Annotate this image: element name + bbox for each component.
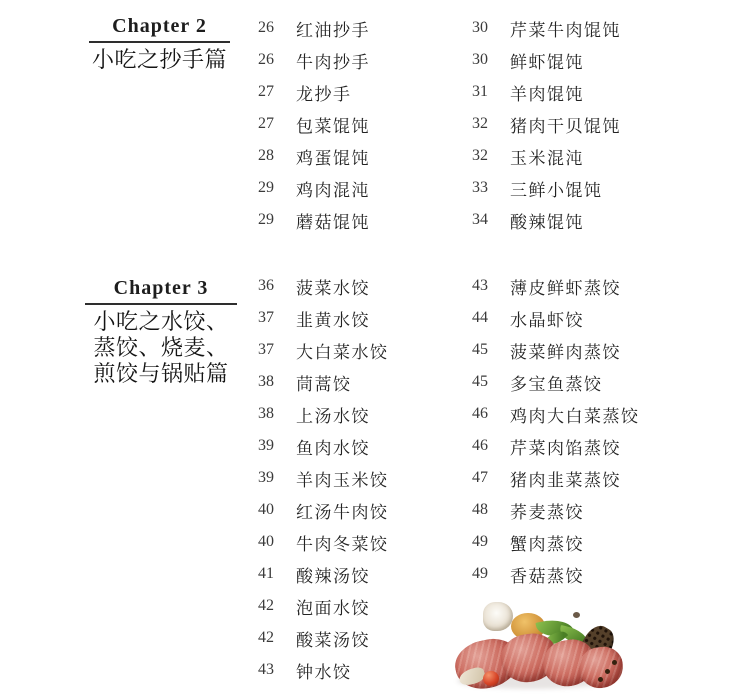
dish-title: 韭黄水饺 (296, 310, 370, 330)
toc-entry (258, 140, 370, 172)
page-number: 43 (472, 277, 488, 294)
page-number: 31 (472, 83, 488, 100)
peppercorn (573, 612, 580, 618)
toc-entry (258, 108, 370, 140)
page-number: 49 (472, 565, 488, 582)
page-number: 32 (472, 115, 488, 132)
page-number: 46 (472, 437, 488, 454)
page-number: 34 (472, 211, 488, 228)
dish-title: 玉米混沌 (510, 148, 584, 168)
dish-title: 羊肉馄饨 (510, 84, 584, 104)
toc-entry (472, 140, 621, 172)
toc-entry (472, 302, 640, 334)
chapter-2-label: Chapter 2 (112, 15, 207, 37)
dish-title: 红汤牛肉饺 (296, 502, 389, 522)
page-number: 38 (258, 405, 274, 422)
page-number: 37 (258, 341, 274, 358)
page-number: 29 (258, 179, 274, 196)
toc-entry (258, 526, 389, 558)
dish-title: 薄皮鲜虾蒸饺 (510, 278, 621, 298)
toc-entry (258, 654, 389, 686)
page-number: 47 (472, 469, 488, 486)
chapter-2-column-1 (258, 12, 370, 236)
toc-entry (258, 76, 370, 108)
dish-title: 茼蒿饺 (296, 374, 352, 394)
toc-entry (472, 334, 640, 366)
dish-title: 三鲜小馄饨 (510, 180, 603, 200)
dish-title: 酸辣馄饨 (510, 212, 584, 232)
page-number: 33 (472, 179, 488, 196)
dish-title: 包菜馄饨 (296, 116, 370, 136)
toc-entry (258, 430, 389, 462)
chapter-3-heading (85, 276, 237, 387)
toc-entry (258, 172, 370, 204)
toc-entry (258, 366, 389, 398)
page-number: 49 (472, 533, 488, 550)
dish-title: 龙抄手 (296, 84, 352, 104)
cherry-tomato (483, 671, 499, 686)
page-number: 27 (258, 83, 274, 100)
toc-entry (258, 204, 370, 236)
toc-entry (258, 462, 389, 494)
toc-entry (472, 558, 640, 590)
toc-entry (472, 172, 621, 204)
toc-entry (472, 76, 621, 108)
page-number: 26 (258, 51, 274, 68)
garlic-bulb (483, 602, 513, 631)
page-number: 30 (472, 51, 488, 68)
chapter-2-column-2 (472, 12, 621, 236)
page-number: 37 (258, 309, 274, 326)
toc-entry (472, 108, 621, 140)
peppercorn (605, 669, 610, 674)
dish-title: 鸡肉大白菜蒸饺 (510, 406, 640, 426)
dish-title: 蘑菇馄饨 (296, 212, 370, 232)
dish-title: 香菇蒸饺 (510, 566, 584, 586)
page-number: 42 (258, 597, 274, 614)
chapter-3-title (85, 309, 237, 387)
toc-entry (472, 494, 640, 526)
page-number: 48 (472, 501, 488, 518)
dish-title: 多宝鱼蒸饺 (510, 374, 603, 394)
page-number: 41 (258, 565, 274, 582)
dish-title: 牛肉抄手 (296, 52, 370, 72)
page-number: 27 (258, 115, 274, 132)
dish-title: 芹菜肉馅蒸饺 (510, 438, 621, 458)
page-number: 40 (258, 501, 274, 518)
page-number: 26 (258, 19, 274, 36)
dish-title: 酸辣汤饺 (296, 566, 370, 586)
page-number: 29 (258, 211, 274, 228)
peppercorn (598, 677, 603, 682)
dish-title: 红油抄手 (296, 20, 370, 40)
toc-entry (472, 204, 621, 236)
dish-title: 大白菜水饺 (296, 342, 389, 362)
page-number: 46 (472, 405, 488, 422)
toc-entry (472, 462, 640, 494)
dish-title: 上汤水饺 (296, 406, 370, 426)
page-number: 39 (258, 437, 274, 454)
dish-title: 蟹肉蒸饺 (510, 534, 584, 554)
dish-title: 芹菜牛肉馄饨 (510, 20, 621, 40)
dish-title: 钟水饺 (296, 662, 352, 682)
chapter-3-column-2 (472, 270, 640, 590)
chapter-2-heading (89, 14, 230, 73)
chapter-title-line: 小吃之抄手篇 (91, 47, 227, 72)
toc-entry (258, 590, 389, 622)
dish-title: 羊肉玉米饺 (296, 470, 389, 490)
toc-entry (258, 494, 389, 526)
dish-title: 鸡蛋馄饨 (296, 148, 370, 168)
dish-title: 鱼肉水饺 (296, 438, 370, 458)
chapter-title-line: 蒸饺、烧麦、 (93, 335, 229, 360)
toc-entry (258, 12, 370, 44)
toc-entry (258, 270, 389, 302)
dish-title: 鸡肉混沌 (296, 180, 370, 200)
page-number: 45 (472, 341, 488, 358)
dish-title: 水晶虾饺 (510, 310, 584, 330)
peppercorn (612, 660, 617, 665)
toc-entry (258, 622, 389, 654)
dish-title: 猪肉干贝馄饨 (510, 116, 621, 136)
page-number: 40 (258, 533, 274, 550)
toc-entry (258, 398, 389, 430)
toc-entry (472, 366, 640, 398)
chapter-title-line: 煎饺与锅贴篇 (93, 361, 229, 386)
page-number: 32 (472, 147, 488, 164)
dish-title: 泡面水饺 (296, 598, 370, 618)
chapter-3-rule (85, 303, 237, 305)
chapter-2-title (89, 47, 230, 73)
page-number: 45 (472, 373, 488, 390)
chapter-title-line: 小吃之水饺、 (93, 309, 229, 334)
page-number: 38 (258, 373, 274, 390)
page-number: 44 (472, 309, 488, 326)
toc-entry (258, 44, 370, 76)
page-number: 30 (472, 19, 488, 36)
dish-title: 菠菜鲜肉蒸饺 (510, 342, 621, 362)
beef-photo (455, 597, 627, 691)
dish-title: 鲜虾馄饨 (510, 52, 584, 72)
toc-entry (472, 12, 621, 44)
dish-title: 荞麦蒸饺 (510, 502, 584, 522)
page-number: 28 (258, 147, 274, 164)
page-number: 39 (258, 469, 274, 486)
page-number: 36 (258, 277, 274, 294)
chapter-3-column-1 (258, 270, 389, 686)
dish-title: 菠菜水饺 (296, 278, 370, 298)
dish-title: 牛肉冬菜饺 (296, 534, 389, 554)
dish-title: 酸菜汤饺 (296, 630, 370, 650)
toc-entry (472, 398, 640, 430)
toc-entry (472, 526, 640, 558)
toc-entry (258, 558, 389, 590)
dish-title: 猪肉韭菜蒸饺 (510, 470, 621, 490)
toc-entry (258, 334, 389, 366)
toc-entry (472, 430, 640, 462)
chapter-2-rule (89, 41, 230, 43)
page-number: 43 (258, 661, 274, 678)
chapter-3-label: Chapter 3 (113, 277, 209, 299)
page-number: 42 (258, 629, 274, 646)
toc-entry (258, 302, 389, 334)
toc-entry (472, 44, 621, 76)
toc-entry (472, 270, 640, 302)
